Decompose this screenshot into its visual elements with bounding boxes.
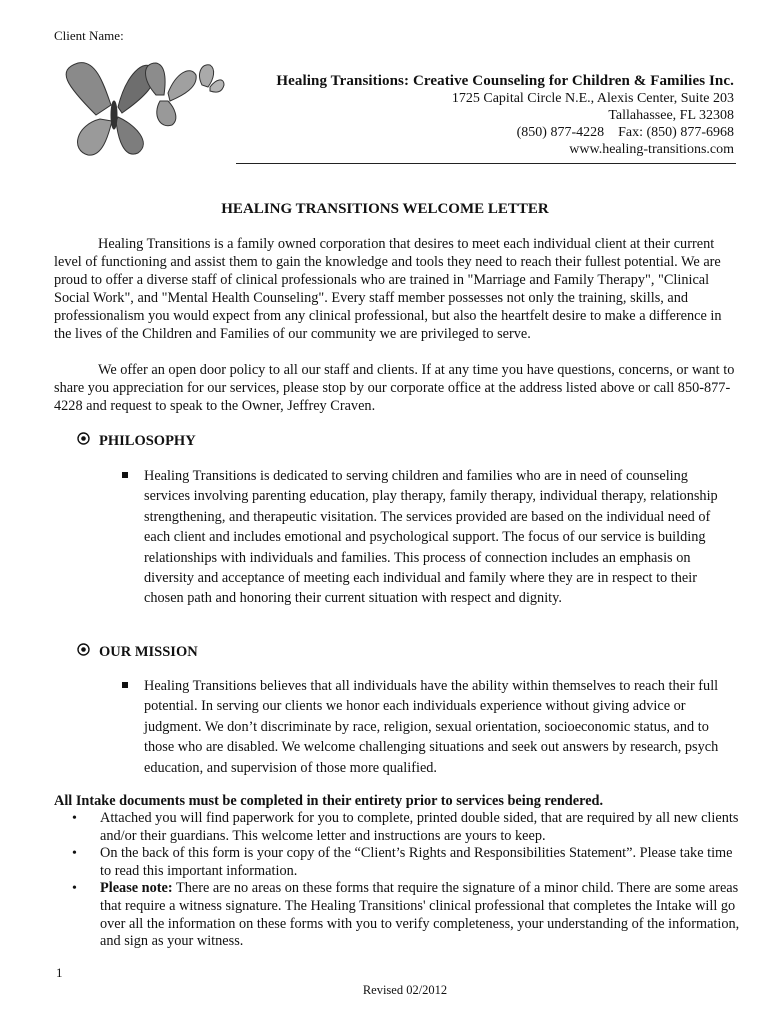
butterfly-large-wing-left — [66, 63, 111, 115]
square-bullet-icon — [122, 676, 144, 778]
butterfly-small-wing-left — [200, 65, 214, 87]
intro-paragraph-2: We offer an open door policy to all our staff and clients. If at any time you have questions, concerns, or want to share you appreciation for our services, please stop by our corporate office at the address listed above or call 850-877-4228 and request to speak to the Owner, Jeffrey Craven. — [54, 362, 735, 414]
list-item: • Attached you will find paperwork for you to complete, printed double sided, that are required by all new clients and/or their guardians. This welcome letter and instructions are yours to keep. — [72, 810, 739, 844]
address-line: 1725 Capital Circle N.E., Alexis Center, Suite 203 — [451, 91, 734, 106]
website-line: www.healing-transitions.com — [569, 142, 734, 157]
bullet-icon: • — [72, 881, 77, 897]
mission-item: Healing Transitions believes that all individuals have the ability within themselves to reach their full potential. In serving our clients we honor each individuals experience without giving advice or judgment. We don’t discriminate by race, religion, sexual orientation, socioeconomic status, and to those who are disabled. We welcome challenging situations and seek out answers by research, psych education, and supervision of those more qualified. — [122, 676, 732, 778]
requirements-heading: All Intake documents must be completed in their entirety prior to services being rendered. — [54, 793, 604, 809]
butterfly-large-wing-lower-left — [78, 119, 112, 155]
butterfly-medium-wing-right — [168, 71, 196, 101]
revised-date: Revised 02/2012 — [362, 983, 448, 997]
please-note-label: Please note: — [100, 880, 173, 897]
page-number: 1 — [56, 965, 63, 980]
list-item: • On the back of this form is your copy of the “Client’s Rights and Responsibilities Statement”. Please take time to read this important information. — [72, 845, 733, 879]
bullet-icon: • — [72, 846, 77, 862]
butterfly-logo — [56, 55, 228, 165]
header-divider — [236, 163, 736, 164]
circled-dot-icon — [77, 643, 93, 661]
letterhead — [276, 73, 734, 158]
org-name: Healing Transitions: Creative Counseling for Children & Families Inc. — [276, 73, 734, 89]
butterfly-small-wing-right — [210, 80, 224, 92]
requirements-list — [72, 810, 740, 951]
intro-paragraph-1: Healing Transitions is a family owned corporation that desires to meet each individual client at their current level of functioning and assist them to gain the knowledge and tools they need to reach their fullest potential. We are proud to offer a diverse staff of clinical professionals who are trained in "Marriage and Family Therapy", "Clinical Social Work", and "Mental Health Counseling". Every staff member possesses not only the training, skills, and professionalism you would expect from any clinical professional, but also the heartfelt desire to make a difference in the lives of the Children and Families of our community we are privileged to serve. — [54, 236, 722, 342]
butterfly-medium-wing-lower — [157, 101, 176, 126]
philosophy-item: Healing Transitions is dedicated to serving children and families who are in need of counseling services involving parenting education, play therapy, family therapy, individual therapy, relationship strengthening, and therapeutic visitation. The services provided are based on the individual need of each client and includes emotional and psychological support. The focus of our service is building relationships with individuals and families. This process of connection includes an emphasis on diversity and acceptance of meeting each individual and family where they are in respect to their chosen path and honoring their current situation with respect and dignity. — [122, 466, 732, 609]
circled-dot-icon — [77, 432, 93, 450]
list-item: • Please note: There are no areas on these forms that require the signature of a minor child. There are some areas that require a witness signature. The Healing Transitions' clinical professional that completes the Intake will go over all the information on these forms with you to verify completeness, your understanding of the information, and sign as your witness. — [72, 880, 740, 950]
butterfly-large-wing-lower-right — [116, 117, 143, 154]
letter-title: HEALING TRANSITIONS WELCOME LETTER — [221, 201, 549, 217]
mission-heading: OUR MISSION — [77, 643, 198, 661]
client-name-label: Client Name: — [54, 28, 124, 43]
square-bullet-icon — [122, 466, 144, 609]
bullet-icon: • — [72, 811, 77, 826]
city-line: Tallahassee, FL 32308 — [608, 108, 734, 123]
philosophy-heading: PHILOSOPHY — [77, 432, 196, 450]
phone-fax-line: (850) 877-4228 Fax: (850) 877-6968 — [516, 125, 734, 140]
